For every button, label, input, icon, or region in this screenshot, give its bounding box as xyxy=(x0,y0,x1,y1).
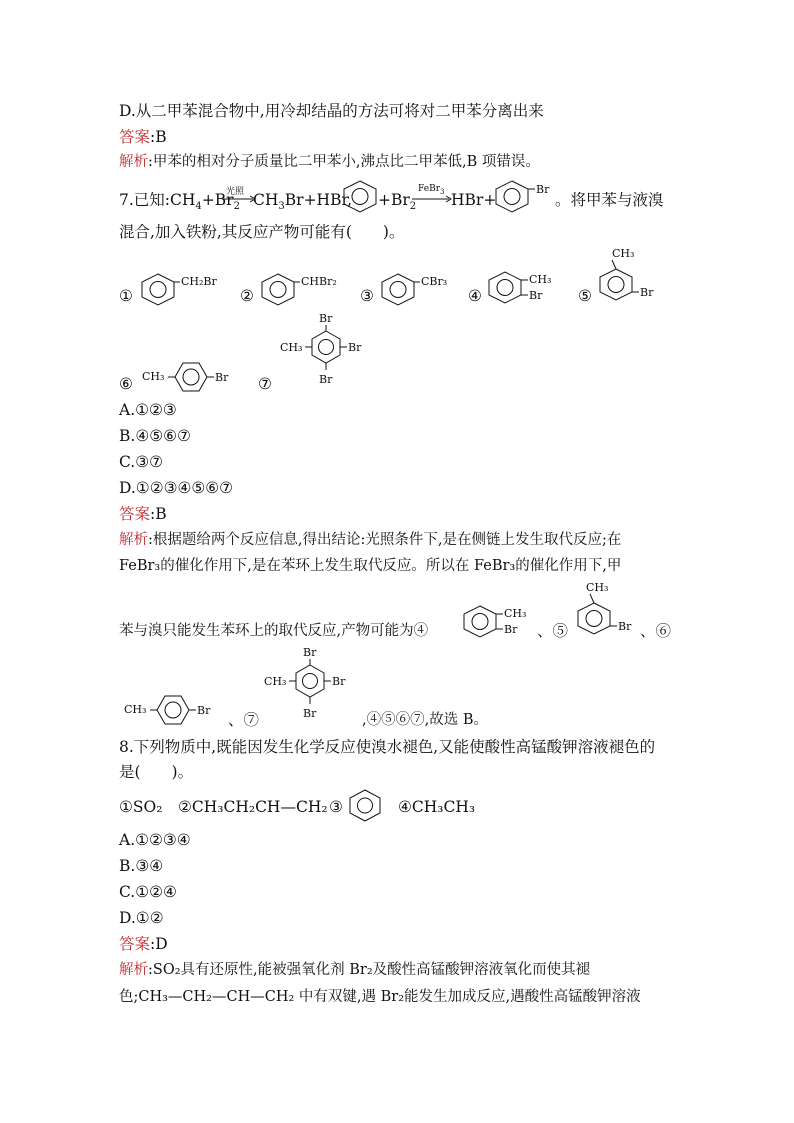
exp-tribromotoluene xyxy=(262,645,362,723)
svg-text:Br: Br xyxy=(536,183,550,196)
svg-text:Br: Br xyxy=(348,341,362,354)
exp-separator-1: 、⑤ xyxy=(537,622,569,640)
q8-item-2: ②CH₃CH₂CH—CH₂ xyxy=(178,798,328,816)
benzotribromide-structure xyxy=(380,272,455,308)
reaction-arrow-1 xyxy=(222,196,256,202)
svg-text:CH₂Br: CH₂Br xyxy=(181,275,217,288)
svg-text:CH₃: CH₃ xyxy=(529,273,552,286)
svg-text:Br: Br xyxy=(215,371,229,384)
q8-benzene-structure xyxy=(347,788,383,822)
svg-text:CH₃: CH₃ xyxy=(504,607,527,620)
svg-text:Br: Br xyxy=(332,675,346,688)
bromobenzene-structure xyxy=(494,179,554,213)
svg-text:Br: Br xyxy=(504,623,518,636)
svg-text:Br: Br xyxy=(303,707,317,720)
svg-text:CH₃: CH₃ xyxy=(264,675,287,688)
arrow-condition-light: 光照 xyxy=(226,187,245,197)
svg-text:CH₃: CH₃ xyxy=(142,370,165,383)
exp-para-bromotoluene xyxy=(124,693,224,729)
svg-text:Br: Br xyxy=(640,286,654,299)
exp-conclusion: ,④⑤⑥⑦,故选 B。 xyxy=(362,712,488,728)
q8-item-4: ④CH₃CH₃ xyxy=(398,798,476,816)
q6-option-d: D.从二甲苯混合物中,用冷却结晶的方法可将对二甲苯分离出来 xyxy=(119,102,544,120)
q7-option-a: A.①②③ xyxy=(119,401,177,419)
q8-option-d: D.①② xyxy=(119,909,164,927)
meta-bromotoluene-structure xyxy=(598,246,668,308)
q8-item-1: ①SO₂ xyxy=(119,798,163,816)
svg-text:Br: Br xyxy=(529,289,543,302)
item-4-marker: ④ xyxy=(468,287,482,305)
item-3-marker: ③ xyxy=(360,287,374,305)
q7-option-c: C.③⑦ xyxy=(119,453,164,471)
q7-stem-part2: $CH_3Br+HBr$, xyxy=(253,191,353,213)
svg-text:Br: Br xyxy=(618,620,632,633)
svg-text:CHBr₂: CHBr₂ xyxy=(301,275,337,288)
explanation-text: :甲苯的相对分子质量比二甲苯小,沸点比二甲苯低,B 项错误。 xyxy=(148,154,540,170)
benzyl-bromide-structure xyxy=(140,272,217,308)
item-6-marker: ⑥ xyxy=(119,375,133,393)
svg-text:Br: Br xyxy=(197,704,211,717)
answer-value: :B xyxy=(150,128,167,146)
q8-stem-line1: 8.下列物质中,既能因发生化学反应使溴水褪色,又能使酸性高锰酸钾溶液褪色的 xyxy=(119,738,656,756)
svg-text:Br: Br xyxy=(319,373,333,386)
svg-text:CH₃: CH₃ xyxy=(280,341,303,354)
answer-label: 答案 xyxy=(119,128,151,146)
exp-meta-bromotoluene xyxy=(576,580,646,642)
ortho-bromotoluene-structure xyxy=(487,268,557,308)
q7-explanation-line3: 苯与溴只能发生苯环上的取代反应,产物可能为④ xyxy=(119,623,429,639)
q8-option-c: C.①②④ xyxy=(119,883,177,901)
reaction-arrow-2 xyxy=(412,196,452,202)
q7-option-d: D.①②③④⑤⑥⑦ xyxy=(119,479,234,497)
q8-option-a: A.①②③④ xyxy=(119,831,191,849)
svg-text:CH₃: CH₃ xyxy=(612,247,635,260)
q8-explanation-line2: 色;CH₃—CH₂—CH—CH₂ 中有双键,遇 Br₂能发生加成反应,遇酸性高锰酸钾溶液 xyxy=(119,989,641,1005)
exp-ortho-bromotoluene xyxy=(462,602,532,642)
svg-text:CH₃: CH₃ xyxy=(124,703,147,716)
svg-text:Br: Br xyxy=(319,312,333,325)
q7-stem-part3: $+Br_2$ xyxy=(378,191,417,213)
q7-answer: 答案:B xyxy=(119,505,167,523)
benzene-structure xyxy=(340,179,380,213)
q7-stem-part5: 。将甲苯与液溴 xyxy=(555,191,664,209)
q7-stem-part1: 7.已知$:CH_4+Br_2$ xyxy=(119,191,240,213)
tribromotoluene-structure xyxy=(278,311,378,389)
svg-text:CH₃: CH₃ xyxy=(586,581,609,594)
q8-answer: 答案:D xyxy=(119,935,168,953)
q8-stem-line2: 是( )。 xyxy=(119,763,194,781)
q7-explanation-line2: FeBr₃的催化作用下,是在苯环上发生取代反应。所以在 FeBr₃的催化作用下,甲 xyxy=(119,558,622,574)
benzal-bromide-structure xyxy=(260,272,340,308)
para-bromotoluene-structure xyxy=(142,360,242,396)
q8-option-b: B.③④ xyxy=(119,857,164,875)
q7-stem-line2: 混合,加入铁粉,其反应产物可能有( )。 xyxy=(119,223,405,241)
q8-explanation-line1: 解析:SO₂具有还原性,能被强氧化剂 Br₂及酸性高锰酸钾溶液氧化而使其褪 xyxy=(119,962,591,978)
exp-separator-3: 、⑦ xyxy=(228,711,260,729)
explanation-label: 解析 xyxy=(119,154,148,170)
q7-explanation-line1: 解析:根据题给两个反应信息,得出结论:光照条件下,是在侧链上发生取代反应;在 xyxy=(119,532,622,548)
item-7-marker: ⑦ xyxy=(258,375,272,393)
item-1-marker: ① xyxy=(119,287,133,305)
q8-item-3: ③ xyxy=(329,798,343,816)
q6-explanation xyxy=(119,152,540,172)
exp-separator-2: 、⑥ xyxy=(640,622,672,640)
svg-text:CBr₃: CBr₃ xyxy=(421,275,448,288)
item-5-marker: ⑤ xyxy=(578,287,592,305)
q7-stem-part4: HBr+ xyxy=(451,191,497,209)
arrow-condition-febr3: FeBr$_3$ xyxy=(418,184,445,196)
q6-answer xyxy=(119,127,167,147)
q7-option-b: B.④⑤⑥⑦ xyxy=(119,427,191,445)
item-2-marker: ② xyxy=(240,287,254,305)
svg-text:Br: Br xyxy=(303,646,317,659)
